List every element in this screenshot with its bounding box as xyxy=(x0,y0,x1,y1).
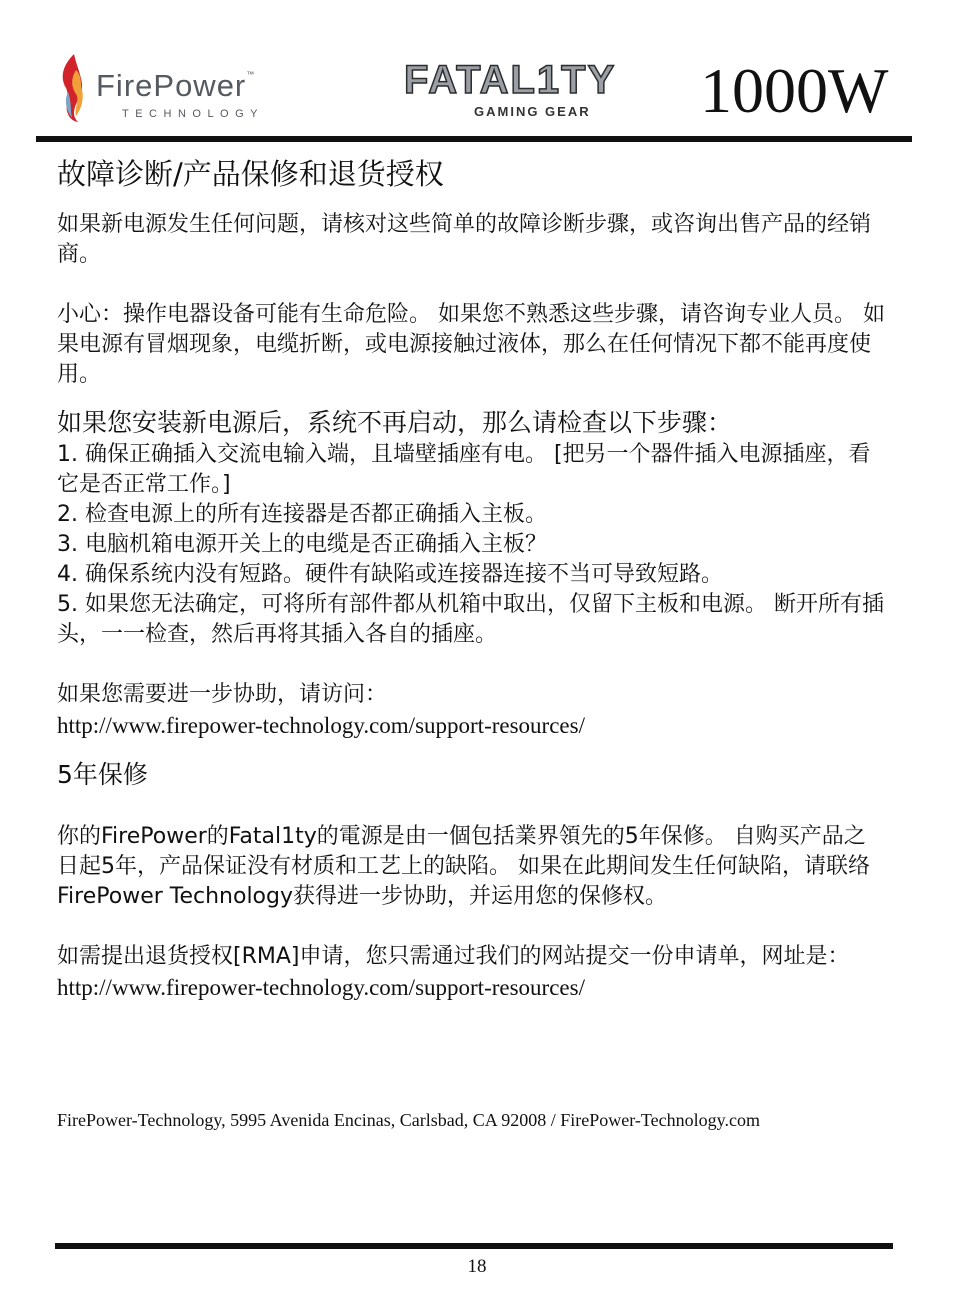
step-item: 4. 确保系统内没有短路。硬件有缺陷或连接器连接不当可导致短路。 xyxy=(57,562,723,587)
rma-paragraph: 如需提出退货授权[RMA]申请，您只需通过我们的网站提交一份申请单，网址是： xyxy=(57,944,850,969)
page-number: 18 xyxy=(467,1256,487,1277)
rma-link[interactable]: http://www.firepower-technology.com/support-resources/ xyxy=(57,975,585,1000)
help-text: 如果您需要进一步协助，请访问： xyxy=(57,682,388,707)
page-content xyxy=(57,154,887,1004)
fatal1ty-logo xyxy=(404,58,694,120)
steps-heading: 如果您安装新电源后，系统不再启动，那么请检查以下步骤： xyxy=(57,408,733,437)
fatal1ty-wordmark: FATAL1TY xyxy=(404,58,617,102)
warranty-paragraph: 你的FirePower的Fatal1ty的電源是由一個包括業界領先的5年保修。 自购买产品之日起5年，产品保证没有材质和工艺上的缺陷。 如果在此期间发生任何缺陷，请联络FirePower Technology获得进一步协助，并运用您的保修权。 xyxy=(57,824,870,909)
caution-paragraph: 小心：操作电器设备可能有生命危险。 如果您不熟悉这些步骤，请咨询专业人员。 如果电源有冒烟现象，电缆折断，或电源接触过液体，那么在任何情况下都不能再度使用。 xyxy=(57,302,885,387)
firepower-logo xyxy=(58,52,318,124)
footer-address: FirePower-Technology, 5995 Avenida Encinas, Carlsbad, CA 92008 / FirePower-Technology.com xyxy=(57,1110,760,1130)
header-divider xyxy=(36,136,912,142)
footer-divider xyxy=(55,1243,893,1249)
flame-icon xyxy=(58,52,88,124)
firepower-tagline: TECHNOLOGY xyxy=(122,108,265,120)
warranty-heading: 5年保修 xyxy=(57,760,148,789)
firepower-wordmark: FirePower™ xyxy=(96,68,256,103)
step-item: 1. 确保正确插入交流电输入端，且墙壁插座有电。 [把另一个器件插入电源插座，看它是否正常工作。] xyxy=(57,442,871,497)
page-title: 故障诊断/产品保修和退货授权 xyxy=(57,157,444,191)
model-label: 1000W xyxy=(700,55,889,126)
step-item: 3. 电脑机箱电源开关上的电缆是否正确插入主板？ xyxy=(57,532,547,557)
page-header xyxy=(0,0,954,142)
step-item: 2. 检查电源上的所有连接器是否都正确插入主板。 xyxy=(57,502,547,527)
help-link[interactable]: http://www.firepower-technology.com/support-resources/ xyxy=(57,713,585,738)
step-item: 5. 如果您无法确定，可将所有部件都从机箱中取出，仅留下主板和电源。 断开所有插头，一一检查，然后再将其插入各自的插座。 xyxy=(57,592,884,647)
fatal1ty-subtitle: GAMING GEAR xyxy=(474,104,591,119)
steps-list xyxy=(57,440,887,650)
intro-paragraph: 如果新电源发生任何问题，请核对这些简单的故障诊断步骤，或咨询出售产品的经销商。 xyxy=(57,212,872,267)
